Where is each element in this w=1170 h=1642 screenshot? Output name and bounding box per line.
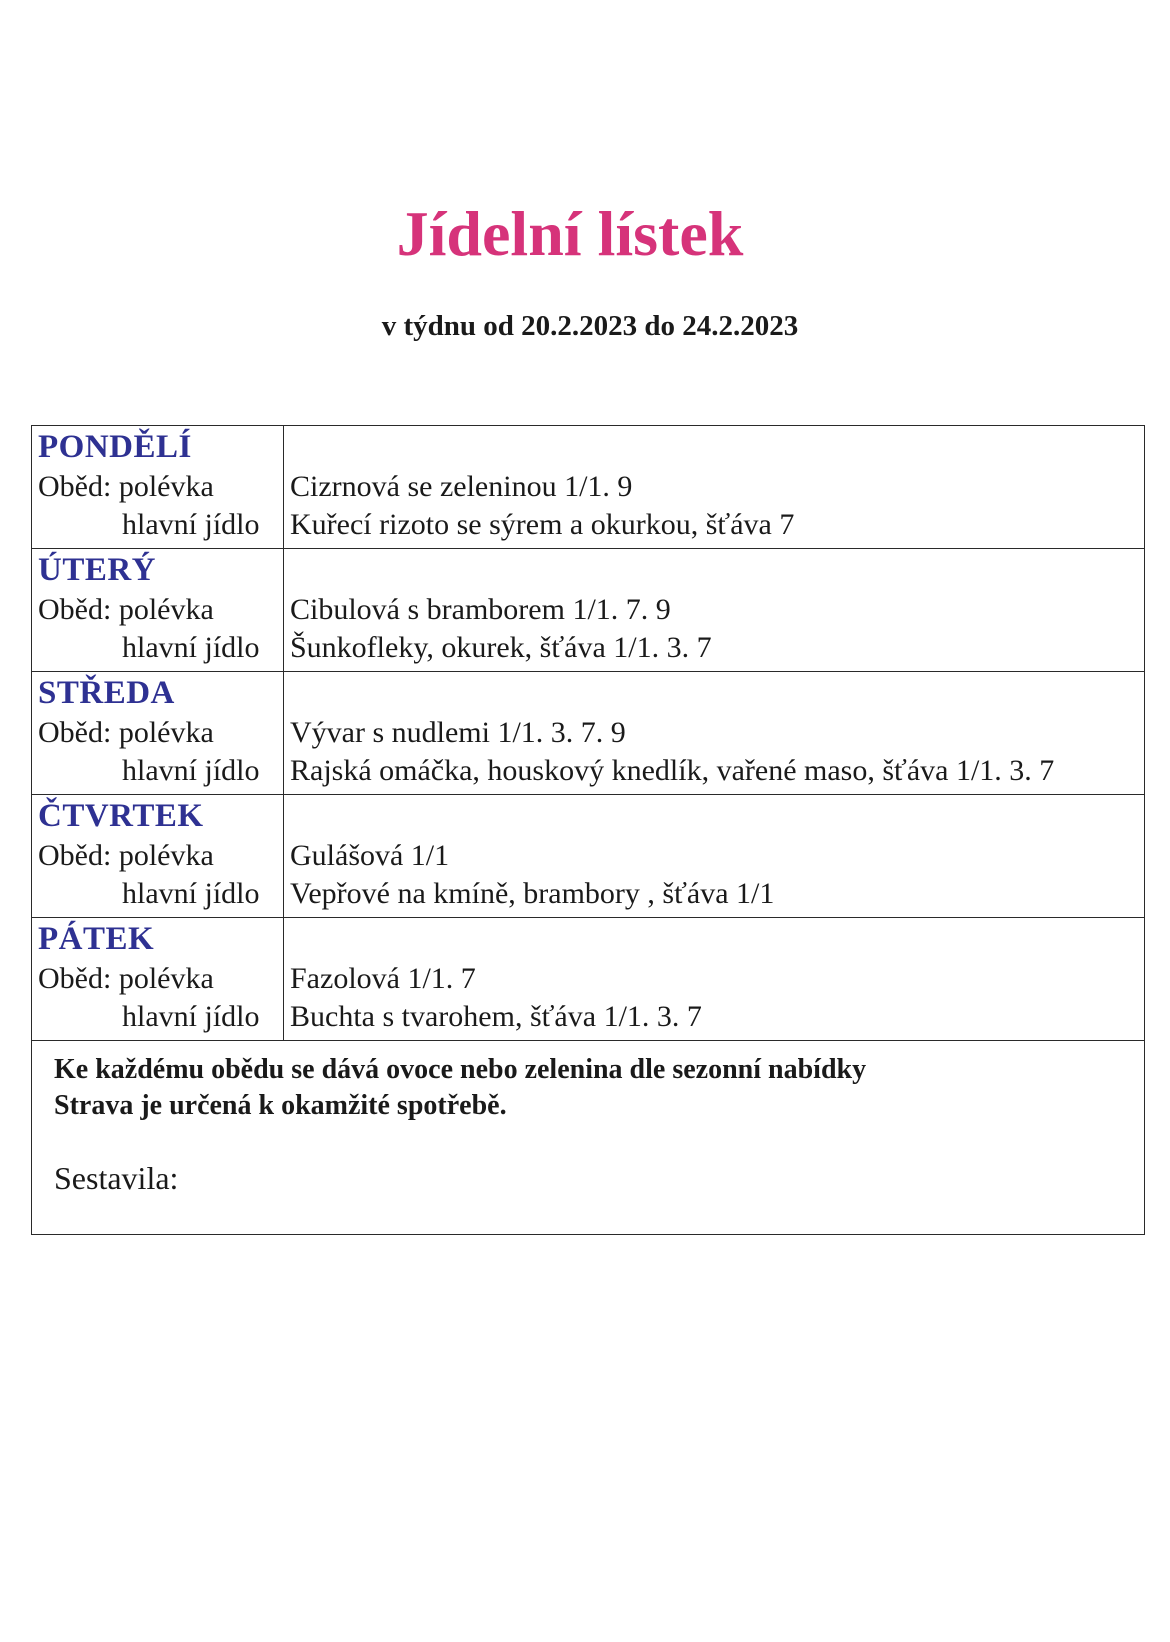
week-range: v týdnu od 20.2.2023 do 24.2.2023 <box>381 310 799 342</box>
day-name: STŘEDA <box>38 675 175 711</box>
main-dish-item: Vepřové na kmíně, brambory , šťáva 1/1 <box>290 877 775 910</box>
day-row-wednesday <box>32 672 1144 795</box>
day-name: PONDĚLÍ <box>38 429 192 465</box>
page-title: Jídelní lístek <box>396 198 744 269</box>
lunch-soup-label: Oběd: polévka <box>38 962 214 995</box>
main-dish-label: hlavní jídlo <box>122 508 260 541</box>
day-row-monday <box>32 426 1144 549</box>
day-name: ČTVRTEK <box>38 798 204 834</box>
soup-item: Gulášová 1/1 <box>290 839 450 872</box>
soup-item: Vývar s nudlemi 1/1. 3. 7. 9 <box>290 716 626 749</box>
soup-item: Cizrnová se zeleninou 1/1. 9 <box>290 470 633 503</box>
day-row-friday <box>32 918 1144 1041</box>
main-dish-item: Rajská omáčka, houskový knedlík, vařené maso, šťáva 1/1. 3. 7 <box>290 754 1055 787</box>
soup-item: Fazolová 1/1. 7 <box>290 962 476 995</box>
lunch-soup-label: Oběd: polévka <box>38 593 214 626</box>
fruit-vegetable-note: Ke každému obědu se dává ovoce nebo zelenina dle sezonní nabídky <box>54 1054 867 1085</box>
menu-table <box>31 425 1145 1235</box>
main-dish-label: hlavní jídlo <box>122 877 260 910</box>
author-label: Sestavila: <box>54 1160 179 1196</box>
consumption-note: Strava je určená k okamžité spotřebě. <box>54 1090 507 1121</box>
main-dish-label: hlavní jídlo <box>122 631 260 664</box>
day-name: PÁTEK <box>38 921 155 957</box>
main-dish-label: hlavní jídlo <box>122 754 260 787</box>
main-dish-item: Šunkofleky, okurek, šťáva 1/1. 3. 7 <box>290 631 712 664</box>
day-row-thursday <box>32 795 1144 918</box>
lunch-soup-label: Oběd: polévka <box>38 716 214 749</box>
soup-item: Cibulová s bramborem 1/1. 7. 9 <box>290 593 671 626</box>
lunch-soup-label: Oběd: polévka <box>38 839 214 872</box>
day-name: ÚTERÝ <box>38 552 157 588</box>
day-row-tuesday <box>32 549 1144 672</box>
main-dish-label: hlavní jídlo <box>122 1000 260 1033</box>
main-dish-item: Kuřecí rizoto se sýrem a okurkou, šťáva 7 <box>290 508 795 541</box>
lunch-soup-label: Oběd: polévka <box>38 470 214 503</box>
main-dish-item: Buchta s tvarohem, šťáva 1/1. 3. 7 <box>290 1000 702 1033</box>
